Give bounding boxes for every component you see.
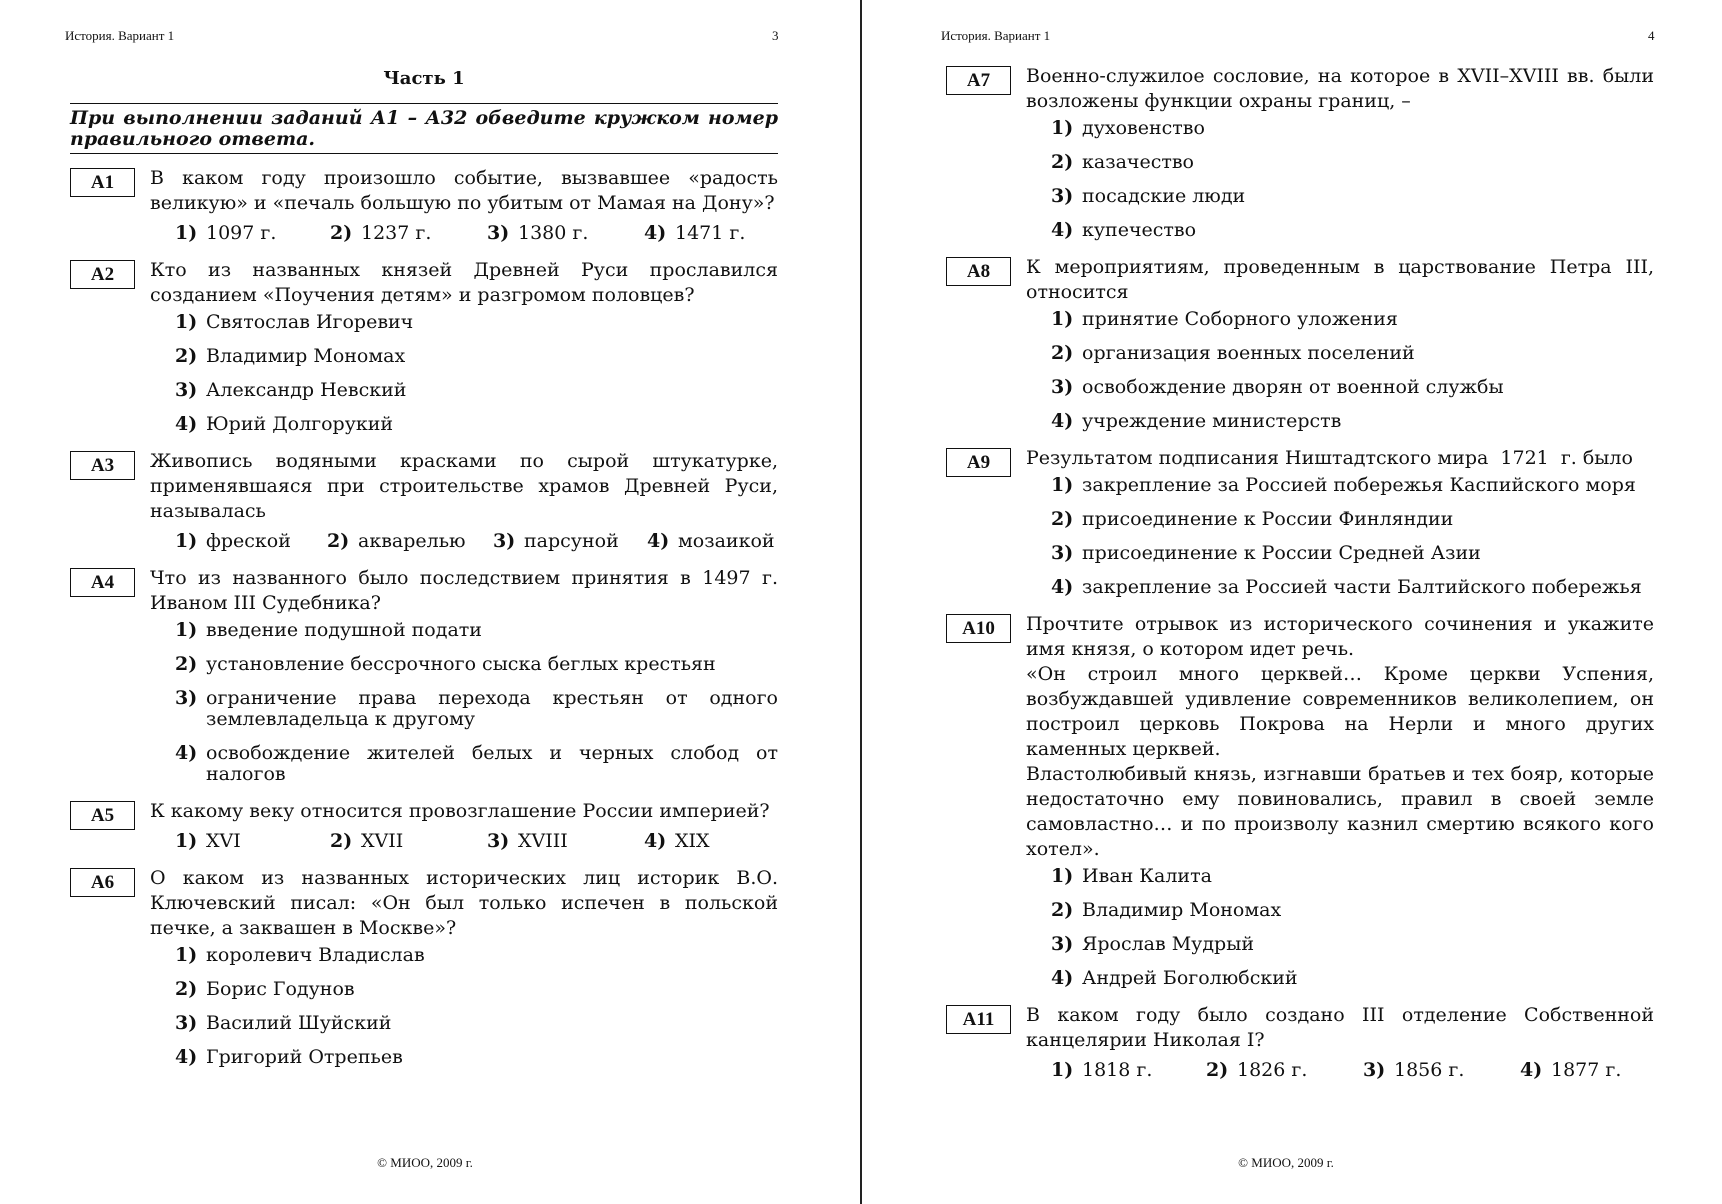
answer-option[interactable]: 1) 1818 г. — [1051, 1059, 1153, 1081]
question-prompt: Прочтите отрывок из исторического сочинения и укажите имя князя, о котором идет речь. — [1026, 613, 1654, 660]
question-text: О каком из названных исторических лиц историк В.О. Ключевский писал: «Он был только испечен в польской печке, а заквашен в Москве»? — [150, 867, 778, 939]
source-quote-2: Властолюбивый князь, изгнавши братьев и тех бояр, которые недостаточно ему повиновались, правил в своей земле самовластно… и по произволу казнил смертию всякого кого хотел». — [1026, 763, 1654, 860]
question-text: Живопись водяными красками по сырой штукатурке, применявшаяся при строительстве храмов Древней Руси, называлась — [150, 450, 778, 522]
answer-option[interactable]: 1) королевич Владислав — [175, 944, 425, 966]
answer-options-inline — [1051, 1059, 1654, 1081]
question-a4 — [70, 566, 778, 785]
question-id-box: А5 — [70, 801, 135, 830]
question-id-box: А2 — [70, 260, 135, 289]
question-id-box: А10 — [946, 614, 1011, 643]
footer-copyright: © МИОО, 2009 г. — [377, 1155, 473, 1170]
answer-option[interactable]: 1) Святослав Игоревич — [175, 311, 414, 333]
answer-options — [1051, 309, 1654, 432]
page-number: 4 — [1648, 28, 1655, 43]
answer-option[interactable]: 2) акварелью — [327, 530, 466, 552]
answer-option[interactable]: 4) XIX — [644, 830, 710, 852]
answer-option[interactable]: 4) купечество — [1051, 219, 1197, 241]
answer-options — [1051, 866, 1654, 989]
answer-option[interactable]: 3) Василий Шуйский — [175, 1012, 392, 1034]
question-id-box: А11 — [946, 1005, 1011, 1034]
answer-option[interactable]: 1) Иван Калита — [1051, 865, 1212, 887]
answer-options — [1051, 118, 1654, 241]
answer-option[interactable]: 3) 1380 г. — [487, 222, 589, 244]
question-a8 — [946, 255, 1654, 432]
answer-option[interactable]: 1) закрепление за Россией побережья Каспийского моря — [1051, 474, 1636, 496]
question-text: Военно-служилое сословие, на которое в XVII–XVIII вв. были возложены функции охраны границ, – — [1026, 65, 1654, 112]
answer-option[interactable]: 2) Борис Годунов — [175, 978, 355, 1000]
answer-option[interactable]: 2) 1237 г. — [330, 222, 432, 244]
question-text: В каком году произошло событие, вызвавшее «радость великую» и «печаль большую по убитым от Мамая на Дону»? — [150, 167, 778, 214]
page-number: 3 — [772, 28, 779, 43]
question-a9 — [946, 446, 1654, 598]
question-id-box: А8 — [946, 257, 1011, 286]
answer-options-inline — [175, 530, 778, 552]
answer-option[interactable]: 3) посадские люди — [1051, 185, 1246, 207]
answer-option[interactable]: 2) казачество — [1051, 151, 1194, 173]
question-a6 — [70, 866, 778, 1068]
answer-option[interactable]: 2) присоединение к России Финляндии — [1051, 508, 1454, 530]
left-content — [70, 68, 778, 1082]
question-text: К какому веку относится провозглашение России империей? — [150, 800, 770, 822]
answer-options — [175, 945, 778, 1068]
answer-option[interactable]: 3) XVIII — [487, 830, 568, 852]
answer-option[interactable]: 3) Александр Невский — [175, 379, 407, 401]
answer-option[interactable]: 2) 1826 г. — [1206, 1059, 1308, 1081]
right-content — [946, 64, 1654, 1095]
answer-options — [1051, 475, 1654, 598]
part-title: Часть 1 — [383, 68, 465, 89]
question-text — [1026, 612, 1654, 862]
answer-option[interactable]: 2) организация военных поселений — [1051, 342, 1415, 364]
footer-copyright: © МИОО, 2009 г. — [1238, 1155, 1334, 1170]
answer-option[interactable]: 1) 1097 г. — [175, 222, 277, 244]
answer-option[interactable]: 1) духовенство — [1051, 117, 1205, 139]
question-text: Что из названного было последствием принятия в 1497 г. Иваном III Судебника? — [150, 567, 778, 614]
answer-option[interactable]: 3) Ярослав Мудрый — [1051, 933, 1255, 955]
answer-options-inline — [175, 830, 778, 852]
answer-option[interactable]: 4) 1877 г. — [1520, 1059, 1622, 1081]
instruction: При выполнении заданий А1 – А32 обведите кружком номер правильного ответа. — [70, 103, 778, 154]
answer-option[interactable]: 1) принятие Соборного уложения — [1051, 308, 1398, 330]
answer-option[interactable]: 4) 1471 г. — [644, 222, 746, 244]
right-page — [861, 0, 1722, 1204]
answer-option[interactable]: 3) ограничение права перехода крестьян от одного землевладельца к другому — [175, 687, 778, 730]
question-a2 — [70, 258, 778, 435]
answer-options-inline — [175, 222, 778, 244]
question-a10 — [946, 612, 1654, 989]
question-text: Кто из названных князей Древней Руси прославился созданием «Поучения детям» и разгромом половцев? — [150, 259, 778, 306]
answer-option[interactable]: 2) Владимир Мономах — [175, 345, 406, 367]
question-a11 — [946, 1003, 1654, 1081]
question-id-box: А7 — [946, 66, 1011, 95]
question-id-box: А9 — [946, 448, 1011, 477]
answer-option[interactable]: 3) присоединение к России Средней Азии — [1051, 542, 1481, 564]
source-quote-1: «Он строил много церквей… Кроме церкви Успения, возбуждавшей удивление современников великолепием, он построил церковь Покрова на Нерли и много других каменных церквей. — [1026, 663, 1654, 760]
answer-option[interactable]: 1) фреской — [175, 530, 291, 552]
answer-option[interactable]: 4) освобождение жителей белых и черных слобод от налогов — [175, 742, 778, 785]
header-title: История. Вариант 1 — [941, 28, 1051, 43]
question-text: В каком году было создано III отделение Собственной канцелярии Николая I? — [1026, 1004, 1654, 1051]
answer-option[interactable]: 4) Юрий Долгорукий — [175, 413, 394, 435]
answer-option[interactable]: 4) закрепление за Россией части Балтийского побережья — [1051, 576, 1642, 598]
answer-option[interactable]: 2) Владимир Мономах — [1051, 899, 1282, 921]
question-id-box: А4 — [70, 568, 135, 597]
question-text: К мероприятиям, проведенным в царствование Петра III, относится — [1026, 256, 1654, 303]
answer-option[interactable]: 2) установление бессрочного сыска беглых крестьян — [175, 653, 716, 675]
question-a5 — [70, 799, 778, 852]
answer-option[interactable]: 4) Григорий Отрепьев — [175, 1046, 403, 1068]
question-a3 — [70, 449, 778, 552]
answer-option[interactable]: 2) XVII — [330, 830, 404, 852]
question-id-box: А6 — [70, 868, 135, 897]
header-title: История. Вариант 1 — [65, 28, 175, 43]
question-id-box: А1 — [70, 168, 135, 197]
answer-option[interactable]: 4) учреждение министерств — [1051, 410, 1342, 432]
question-text: Результатом подписания Ништадтского мира 1721 г. было — [1026, 447, 1633, 469]
answer-option[interactable]: 3) парсуной — [493, 530, 619, 552]
answer-options — [175, 312, 778, 435]
answer-options — [175, 620, 778, 785]
question-a7 — [946, 64, 1654, 241]
answer-option[interactable]: 3) освобождение дворян от военной службы — [1051, 376, 1504, 398]
answer-option[interactable]: 4) мозаикой — [647, 530, 775, 552]
answer-option[interactable]: 1) XVI — [175, 830, 241, 852]
answer-option[interactable]: 4) Андрей Боголюбский — [1051, 967, 1298, 989]
question-id-box: А3 — [70, 451, 135, 480]
question-a1 — [70, 166, 778, 244]
answer-option[interactable]: 1) введение подушной подати — [175, 619, 482, 641]
answer-option[interactable]: 3) 1856 г. — [1363, 1059, 1465, 1081]
